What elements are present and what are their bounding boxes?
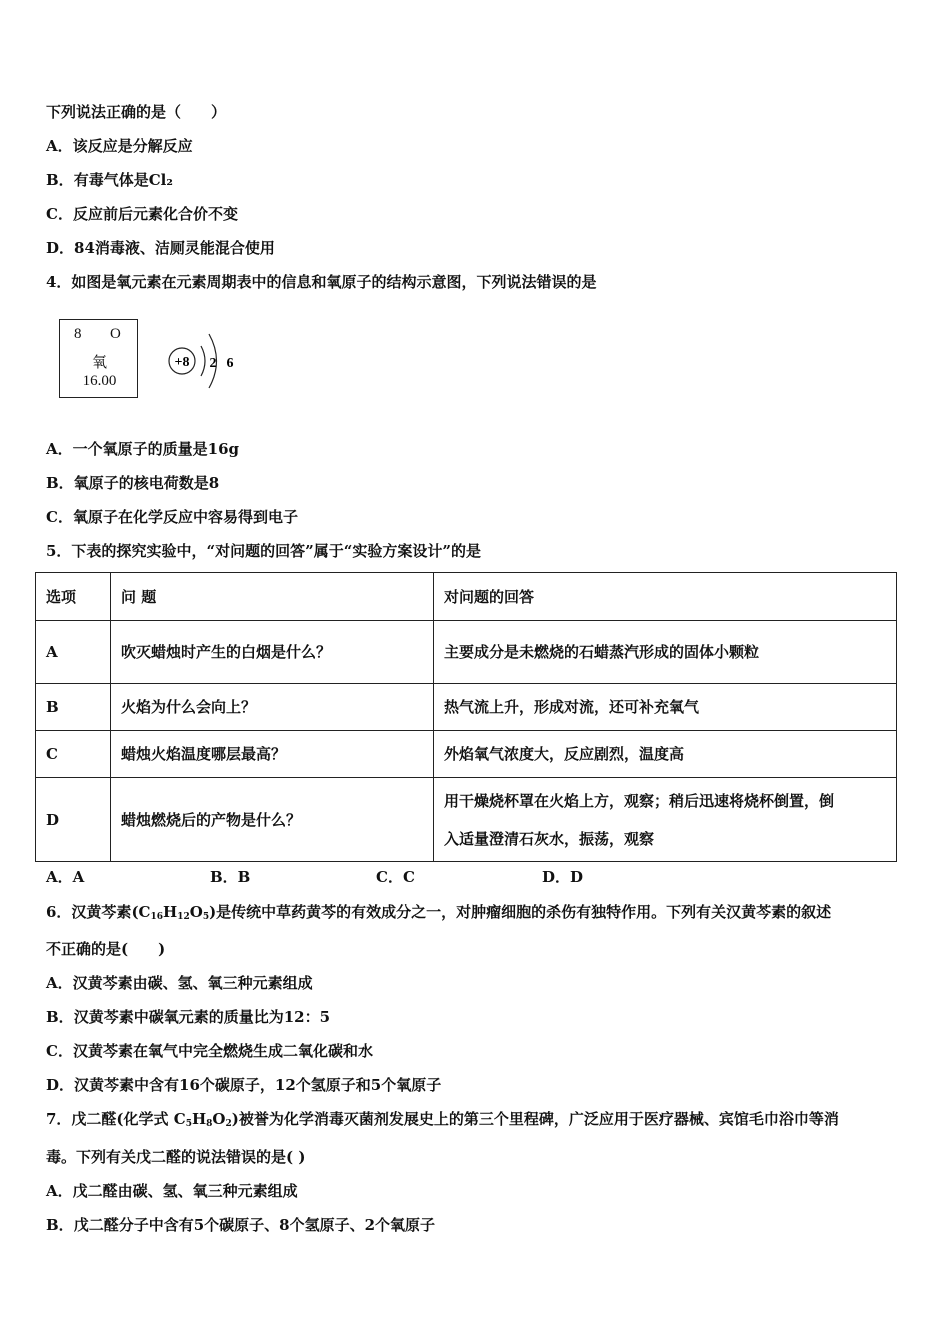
subscript: 5 bbox=[185, 1119, 192, 1129]
table-header-row bbox=[36, 573, 897, 621]
option-label: C． bbox=[46, 1042, 73, 1060]
option-text: 一个氧原子的质量是16g bbox=[72, 440, 240, 458]
row-answer bbox=[434, 778, 897, 862]
row-answer: 外焰氧气浓度大，反应剧烈，温度高 bbox=[434, 731, 897, 778]
q3-option-d bbox=[46, 238, 275, 258]
option-text: 汉黄芩素由碳、氢、氧三种元素组成 bbox=[72, 974, 313, 992]
row-question: 蜡烛燃烧后的产物是什么？ bbox=[111, 778, 434, 862]
element-symbol: O bbox=[110, 326, 121, 342]
q5-options bbox=[46, 866, 746, 886]
q5-option-b: B．B bbox=[210, 868, 251, 886]
option-text: 氧原子在化学反应中容易得到电子 bbox=[72, 508, 298, 526]
subscript: 8 bbox=[206, 1119, 213, 1129]
q5-option-d: D．D bbox=[542, 868, 584, 886]
option-text: 戊二醛由碳、氢、氧三种元素组成 bbox=[72, 1182, 298, 1200]
q7-stem bbox=[46, 1109, 839, 1134]
option-label: A． bbox=[46, 440, 73, 458]
atomic-number: 8 bbox=[74, 326, 82, 342]
row-question: 火焰为什么会向上？ bbox=[111, 684, 434, 731]
option-text: 氧原子的核电荷数是8 bbox=[73, 474, 220, 492]
option-text: 汉黄芩素中含有16个碳原子，12个氢原子和5个氧原子 bbox=[74, 1076, 442, 1094]
element-name: 氧 bbox=[91, 355, 107, 371]
q7-stem-line-2: 毒。下列有关戊二醛的说法错误的是( ) bbox=[46, 1148, 306, 1166]
option-text: 汉黄芩素在氧气中完全燃烧生成二氧化碳和水 bbox=[72, 1042, 373, 1060]
option-label: C． bbox=[46, 205, 73, 223]
experiment-table bbox=[35, 572, 897, 862]
q6-stem-prefix: 6．汉黄芩素(C bbox=[46, 903, 151, 921]
q6-stem bbox=[46, 902, 831, 927]
table-row bbox=[36, 778, 897, 862]
header-option: 选项 bbox=[36, 573, 111, 621]
q6-option-c bbox=[46, 1041, 373, 1061]
row-answer: 主要成分是未燃烧的石蜡蒸汽形成的固体小颗粒 bbox=[434, 621, 897, 684]
option-text: 汉黄芩素中碳氧元素的质量比为12：5 bbox=[73, 1008, 331, 1026]
shell-1-electrons: 2 bbox=[209, 356, 217, 371]
option-text: 该反应是分解反应 bbox=[72, 137, 193, 155]
q7-option-b bbox=[46, 1215, 435, 1235]
q3-stem: 下列说法正确的是（ ） bbox=[46, 103, 227, 121]
q6-stem-suffix: )是传统中草药黄芩的有效成分之一，对肿瘤细胞的杀伤有独特作用。下列有关汉黄芩素的叙述 bbox=[209, 903, 832, 921]
option-label: A． bbox=[46, 1182, 73, 1200]
oxygen-atom-structure-diagram bbox=[160, 316, 250, 406]
row-option: C bbox=[36, 731, 111, 778]
q4-option-b bbox=[46, 473, 219, 493]
option-text: 84消毒液、洁厕灵能混合使用 bbox=[74, 239, 275, 257]
formula-h: H bbox=[191, 1110, 207, 1128]
formula-o: O bbox=[212, 1110, 226, 1128]
row-answer-line-1: 用干燥烧杯罩在火焰上方，观察；稍后迅速将烧杯倒置，倒 bbox=[444, 791, 835, 810]
option-text: 戊二醛分子中含有5个碳原子、8个氢原子、2个氧原子 bbox=[73, 1216, 436, 1234]
shell-2-electrons: 6 bbox=[226, 356, 234, 371]
option-label: A． bbox=[46, 137, 73, 155]
subscript: 16 bbox=[150, 912, 164, 922]
row-question: 吹灭蜡烛时产生的白烟是什么？ bbox=[111, 621, 434, 684]
subscript: 2 bbox=[225, 1119, 232, 1129]
option-label: B． bbox=[46, 474, 74, 492]
q3-option-c bbox=[46, 204, 238, 224]
q6-option-b bbox=[46, 1007, 330, 1027]
q7-stem-suffix: )被誉为化学消毒灭菌剂发展史上的第三个里程碑，广泛应用于医疗器械、宾馆毛巾浴巾等消 bbox=[231, 1110, 839, 1128]
formula-o: O bbox=[189, 903, 203, 921]
q6-option-a bbox=[46, 973, 313, 993]
table-row bbox=[36, 621, 897, 684]
option-label: B． bbox=[46, 1008, 74, 1026]
subscript: 5 bbox=[202, 912, 210, 922]
q5-stem: 5．下表的探究实验中，“对问题的回答”属于“实验方案设计”的是 bbox=[46, 542, 481, 560]
q3-option-b bbox=[46, 170, 173, 190]
option-text: 有毒气体是Cl₂ bbox=[73, 171, 173, 189]
q4-option-c bbox=[46, 507, 298, 527]
q3-option-a bbox=[46, 136, 193, 156]
nucleus-charge: +8 bbox=[174, 355, 190, 370]
table-row bbox=[36, 684, 897, 731]
formula-h: H bbox=[163, 903, 178, 921]
option-label: D． bbox=[46, 1076, 75, 1094]
q4-option-a bbox=[46, 439, 239, 459]
row-option: D bbox=[36, 778, 111, 862]
shell-arc-1 bbox=[201, 346, 205, 376]
option-label: B． bbox=[46, 171, 74, 189]
row-option: B bbox=[36, 684, 111, 731]
element-card-oxygen bbox=[59, 319, 138, 398]
option-label: D． bbox=[46, 239, 75, 257]
option-label: C． bbox=[46, 508, 73, 526]
row-answer-line-2: 入适量澄清石灰水，振荡，观察 bbox=[444, 829, 655, 848]
row-option: A bbox=[36, 621, 111, 684]
option-label: A． bbox=[46, 974, 73, 992]
header-answer: 对问题的回答 bbox=[434, 573, 897, 621]
table-row bbox=[36, 731, 897, 778]
q7-option-a bbox=[46, 1181, 298, 1201]
q5-option-c: C．C bbox=[376, 868, 415, 886]
atomic-mass: 16.00 bbox=[82, 373, 117, 389]
q7-stem-prefix: 7．戊二醛(化学式 C bbox=[46, 1110, 186, 1128]
subscript: 12 bbox=[177, 912, 190, 922]
option-text: 反应前后元素化合价不变 bbox=[72, 205, 238, 223]
row-answer: 热气流上升，形成对流，还可补充氧气 bbox=[434, 684, 897, 731]
q6-option-d bbox=[46, 1075, 441, 1095]
row-question: 蜡烛火焰温度哪层最高？ bbox=[111, 731, 434, 778]
header-question: 问 题 bbox=[111, 573, 434, 621]
q6-stem-line-2: 不正确的是( ) bbox=[46, 940, 166, 958]
q4-stem: 4．如图是氧元素在元素周期表中的信息和氧原子的结构示意图，下列说法错误的是 bbox=[46, 273, 597, 291]
option-label: B． bbox=[46, 1216, 74, 1234]
q5-option-a: A．A bbox=[46, 868, 85, 886]
